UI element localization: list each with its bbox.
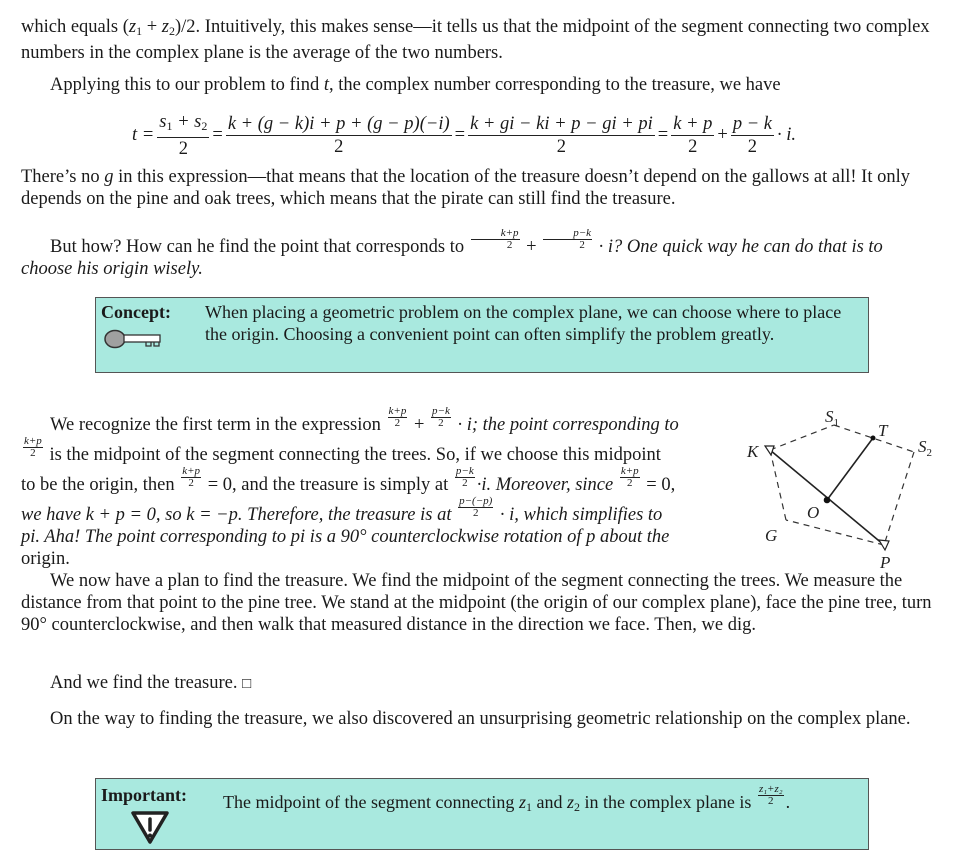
paragraph-choose-origin: We recognize the first term in the expression $\frac{k+p}{2}$ + $\frac{p-k}{2}$ · i; the point corresponding to $\frac{k+p}{2}$ is the midpoint of the segment connecting the trees. So, if we choose this midpoint to be the origin, then $\frac{k+p}{2}$ = 0, and the treasure is simply at $\frac{p-k}{2}$ ·i. Moreover, since $\frac{k+p}{2}$ = 0, we have k + p = 0, so k = −p. Therefore, the treasure is at $\frac{p-(-p)}{2}$ · i, which simplifies to pi. Aha! The point corresponding to pi is a 90° counterclockwise rotation of p about the origin. xyxy=(21,405,679,569)
fraction-p-minus-k: $\frac{p - k}{2}$ xyxy=(732,113,773,157)
label-G: G xyxy=(765,526,778,545)
key-icon xyxy=(104,328,174,350)
segment-K-S1 xyxy=(770,425,834,450)
concept-label: Concept: xyxy=(101,302,171,322)
warning-icon xyxy=(130,809,170,845)
segment-S2-P xyxy=(884,452,914,545)
paragraph-find-treasure: And we find the treasure. □ xyxy=(50,673,252,693)
label-S1: $S_1$ xyxy=(825,407,839,429)
treasure-point xyxy=(871,436,876,441)
fraction-k-plus-p: $\frac{k + p}{2}$ xyxy=(673,113,713,157)
paragraph-but-how: But how? How can he find the point that corresponds to $\frac{k+p}{2}$ + $\frac{p-k}{2}$ · i? One quick way he can do that is to choose his origin wisely. xyxy=(21,227,883,279)
paragraph-no-gallows: There’s no g in this expression—that means that the location of the treasure doesn’t depend on the gallows at all! It only depends on the pine and oak trees, which means that the pirate can still find the treasure. xyxy=(21,167,910,209)
segment-O-T xyxy=(827,438,873,500)
pine-tree-icon xyxy=(879,540,889,550)
paragraph-plan: We now have a plan to find the treasure. We find the midpoint of the segment connecting the trees. We measure the distance from that point to the pine tree. We stand at the midpoint (the origin of our complex plane), face the pine tree, turn 90° counterclockwise, and then walk that measured distance in the direction we face. Then, we dig. xyxy=(21,571,932,635)
important-box xyxy=(95,778,869,850)
fraction-expanded: $\frac{k + (g - k)i + p + (g - p)(-i)}{2}$ xyxy=(227,113,450,157)
label-O: O xyxy=(807,503,820,522)
paragraph-relationship: On the way to finding the treasure, we also discovered an unsurprising geometric relationship on the complex plane. xyxy=(50,709,911,729)
qed-symbol: □ xyxy=(242,676,252,692)
treasure-diagram xyxy=(738,400,948,580)
concept-box xyxy=(95,297,869,373)
label-P: P xyxy=(880,553,891,572)
label-S2: $S_2$ xyxy=(918,437,932,459)
treasure-equation: t = $\frac{s_1 + s_2}{2}$ = $\frac{k + (g - k)i + p + (g - p)(-i)}{2}$ = $\frac{k + gi - ki + p - gi + pi}{2}$ = $\frac{k + p}{2}$ + $\frac{p - k}{2}$ · i. xyxy=(132,111,797,159)
concept-text: When placing a geometric problem on the complex plane, we can choose where to place the origin. Choosing a convenient point can often simplify the problem greatly. xyxy=(205,302,842,344)
paragraph-apply-problem: Applying this to our problem to find t, the complex number corresponding to the treasure, we have xyxy=(50,75,781,95)
important-text: The midpoint of the segment connecting $z_1$ and $z_2$ in the complex plane is $\frac{\text{z₁+z₂}}{2}$ . xyxy=(223,783,791,814)
label-K: K xyxy=(747,442,759,461)
label-T: T xyxy=(878,421,888,440)
oak-tree-icon xyxy=(765,446,774,455)
fraction-s1-s2: $\frac{s_1 + s_2}{2}$ xyxy=(159,111,208,159)
important-label: Important: xyxy=(101,785,187,805)
origin-point xyxy=(824,497,831,504)
fraction-simplified: $\frac{k + gi - ki + p - gi + pi}{2}$ xyxy=(470,113,653,157)
paragraph-midpoint-average: which equals $(z_1 + z_2)/2$. Intuitively, this makes sense—it tells us that the midpoint of the segment connecting two complex numbers in the complex plane is the average of the two numbers. xyxy=(21,17,930,63)
